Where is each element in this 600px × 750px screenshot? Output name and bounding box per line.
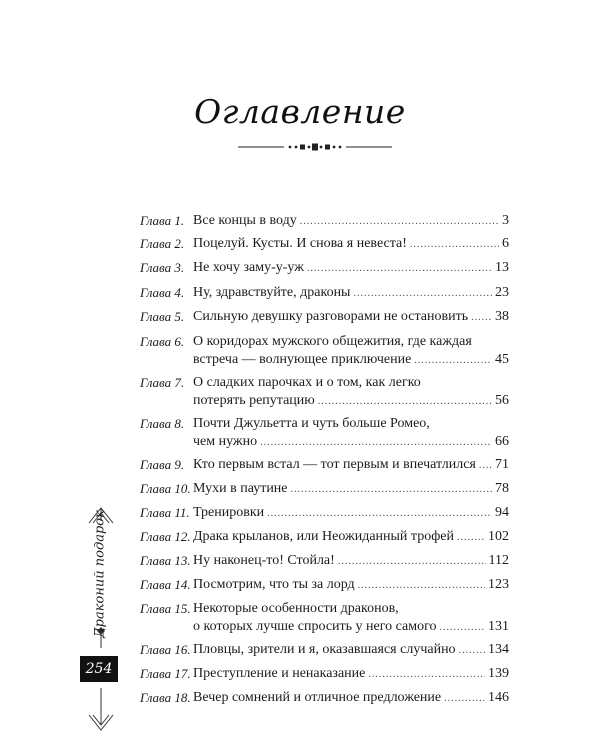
chapter-title-line: О сладких парочках и о том, как легко (193, 375, 421, 390)
chapter-title: Ну наконец-то! Стойла! (193, 553, 335, 568)
chapter-title-block (193, 212, 509, 231)
chapter-label: Глава 13. (140, 553, 191, 568)
chapter-title: Мухи в паутине (193, 481, 288, 496)
page-number: 66 (495, 434, 509, 449)
leader-dots (410, 236, 499, 254)
page-number: 6 (502, 236, 509, 251)
chapter-title-block (193, 235, 509, 254)
chapter-title: Преступление и ненаказание (193, 666, 366, 681)
chapter-title-line: встреча — волнующее приключение (193, 352, 412, 367)
page-number: 139 (488, 666, 509, 681)
chapter-title-block (193, 528, 509, 547)
chapter-label: Глава 8. (140, 416, 185, 431)
leader-dots (358, 577, 485, 595)
chapter-title: Поцелуй. Кусты. И снова я невеста! (193, 236, 407, 251)
page-number: 123 (488, 577, 509, 592)
chapter-title-line: Почти Джульетта и чуть больше Ромео, (193, 416, 430, 431)
chapter-label: Глава 17. (140, 666, 191, 681)
chapter-title: Не хочу заму-у-уж (193, 260, 304, 275)
page-number: 38 (495, 309, 509, 324)
leader-dots (479, 457, 492, 475)
chapter-label: Глава 10. (140, 481, 191, 496)
chapter-title-line: чем нужно (193, 434, 258, 449)
leader-dots (471, 309, 492, 327)
chapter-label: Глава 15. (140, 601, 191, 616)
chapter-title-block (193, 689, 509, 708)
page-title: Оглавление (194, 92, 406, 131)
chapter-title-line: О коридорах мужского общежития, где каждая (193, 334, 472, 349)
chapter-label: Глава 1. (140, 213, 185, 228)
chapter-title: Ну, здравствуйте, драконы (193, 285, 351, 300)
chapter-title: Пловцы, зрители и я, оказавшаяся случайно (193, 642, 456, 657)
leader-dots (300, 213, 499, 231)
chapter-title-block (193, 284, 509, 303)
chapter-label: Глава 11. (140, 505, 190, 520)
chapter-title-block (193, 456, 509, 475)
chapter-title-line: потерять репутацию (193, 393, 315, 408)
leader-dots (260, 434, 492, 452)
chapter-label: Глава 12. (140, 529, 191, 544)
page-number: 13 (495, 260, 509, 275)
chapter-title-block (193, 576, 509, 595)
page-number-badge: 254 (80, 656, 118, 682)
page-number: 112 (488, 553, 509, 568)
chapter-label: Глава 6. (140, 334, 185, 349)
chapter-label: Глава 2. (140, 236, 185, 251)
leader-dots (459, 642, 485, 660)
chapter-title-block (193, 415, 509, 452)
page-number: 23 (495, 285, 509, 300)
chapter-title-block (193, 600, 509, 637)
leader-dots (368, 666, 485, 684)
leader-dots (439, 619, 485, 637)
leader-dots (353, 285, 492, 303)
chapter-title: Сильную девушку разговорами не остановить (193, 309, 469, 324)
leader-dots (444, 690, 485, 708)
chapter-title-line: Некоторые особенности драконов, (193, 601, 399, 616)
chapter-title-block (193, 374, 509, 411)
chapter-label: Глава 16. (140, 642, 191, 657)
leader-dots (457, 529, 485, 547)
chapter-title-block (193, 259, 509, 278)
running-title-container (80, 510, 120, 638)
leader-dots (291, 481, 492, 499)
chapter-label: Глава 14. (140, 577, 191, 592)
leader-dots (318, 393, 492, 411)
page-number: 45 (495, 352, 509, 367)
chapter-title-block (193, 552, 509, 571)
page-number: 146 (488, 690, 509, 705)
page-number: 94 (495, 505, 509, 520)
page-number: 78 (495, 481, 509, 496)
chapter-title: Посмотрим, что ты за лорд (193, 577, 355, 592)
leader-dots (338, 553, 486, 571)
chapter-title: Вечер сомнений и отличное предложение (193, 690, 442, 705)
page-number: 134 (488, 642, 509, 657)
page-number: 56 (495, 393, 509, 408)
chapter-title-line: о которых лучше спросить у него самого (193, 619, 437, 634)
page-number: 102 (488, 529, 509, 544)
chapter-title-block (193, 665, 509, 684)
leader-dots (267, 505, 492, 523)
chapter-title: Кто первым встал — тот первым и впечатлился (193, 457, 476, 472)
chapter-title: Драка крыланов, или Неожиданный трофей (193, 529, 454, 544)
chapter-title-block (193, 641, 509, 660)
chapter-title-block (193, 480, 509, 499)
title-ornament (238, 140, 392, 154)
leader-dots (307, 260, 492, 278)
running-title: Драконий подарок (92, 510, 108, 638)
chapter-label: Глава 18. (140, 690, 191, 705)
chapter-title-block (193, 333, 509, 370)
leader-dots (414, 352, 492, 370)
chapter-label: Глава 7. (140, 375, 185, 390)
chapter-label: Глава 4. (140, 285, 185, 300)
chapter-label: Глава 5. (140, 309, 185, 324)
chapter-title-block (193, 308, 509, 327)
chapter-label: Глава 9. (140, 457, 185, 472)
page-number: 3 (502, 213, 509, 228)
chapter-title: Все концы в воду (193, 213, 297, 228)
page-number: 71 (495, 457, 509, 472)
chapter-label: Глава 3. (140, 260, 185, 275)
page-number: 131 (488, 619, 509, 634)
chapter-title-block (193, 504, 509, 523)
chapter-title: Тренировки (193, 505, 265, 520)
